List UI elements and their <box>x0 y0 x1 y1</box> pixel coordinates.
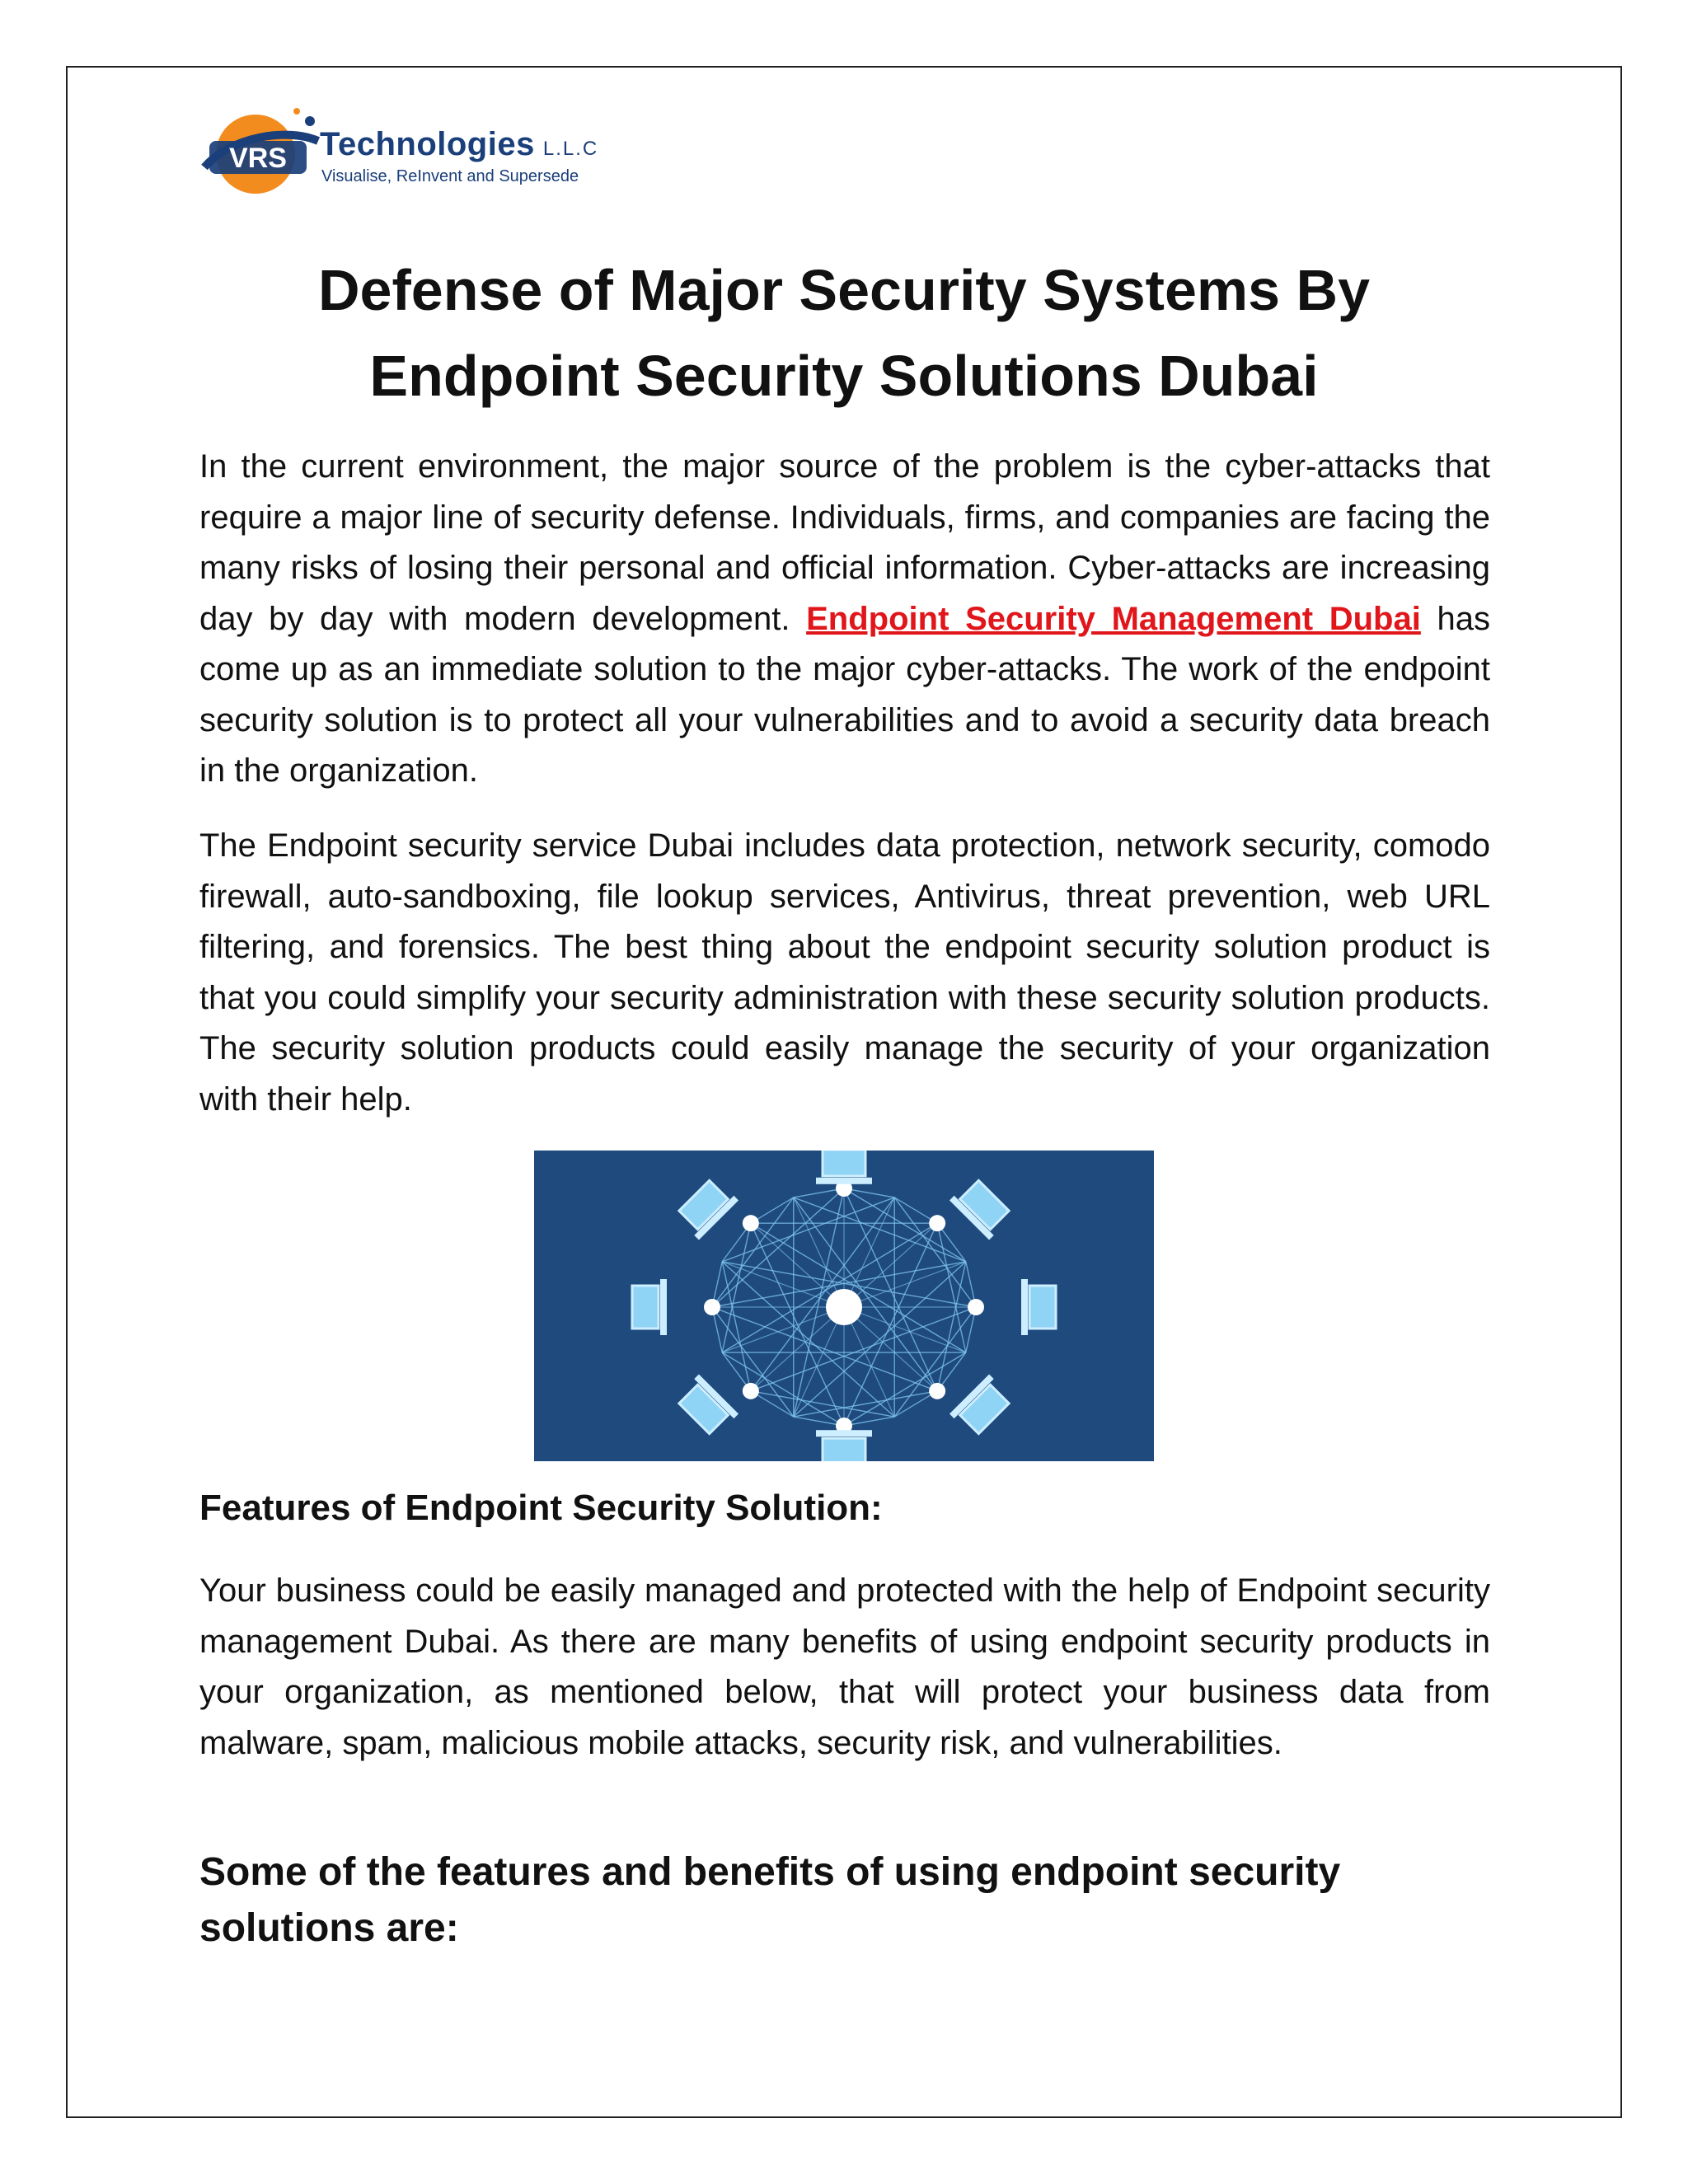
benefits-heading: Some of the features and benefits of using endpoint security solutions are: <box>199 1850 1341 1950</box>
logo-mark-text: VRS <box>229 143 287 174</box>
company-logo <box>198 103 599 210</box>
title-line-2: Endpoint Security Solutions Dubai <box>369 344 1319 408</box>
network-illustration <box>534 1151 1154 1461</box>
logo-emblem-icon <box>198 103 321 210</box>
intro-paragraph: In the current environment, the major source of the problem is the cyber-attacks that require a major line of security defense. Individuals, firms, and companies are facing the many risks of losing their personal and official information. Cyber-attacks are increasing day by day with modern development. Endpoint Security Management Dubai has come up as an immediate solution to the major cyber-attacks. The work of the endpoint security solution is to protect all your vulnerabilities and to avoid a security data breach in the organization. <box>199 448 1491 789</box>
network-laptops-icon <box>534 1151 1154 1461</box>
features-paragraph: Your business could be easily managed and protected with the help of Endpoint security management Dubai. As there are many benefits of using endpoint security products in your organization, as mentioned below, that will protect your business data from malware, spam, malicious mobile attacks, security risk, and vulnerabilities. <box>199 1572 1490 1761</box>
title-line-1: Defense of Major Security Systems By <box>317 258 1371 322</box>
logo-suffix: L.L.C <box>542 138 599 160</box>
logo-name: Technologies L.L.C <box>320 126 599 162</box>
logo-tagline: Visualise, ReInvent and Supersede <box>321 167 579 185</box>
endpoint-security-management-link[interactable]: Endpoint Security Management Dubai <box>806 600 1421 637</box>
features-heading: Features of Endpoint Security Solution: <box>199 1488 883 1528</box>
page-title <box>198 247 1490 419</box>
services-paragraph: The Endpoint security service Dubai includes data protection, network security, comodo firewall, auto-sandboxing, file lookup services, Antivirus, threat prevention, web URL filtering, and forensics. The best thing about the endpoint security solution product is that you could simplify your security administration with these security solution products. The security solution products could easily manage the security of your organization with their help. <box>199 827 1490 1118</box>
